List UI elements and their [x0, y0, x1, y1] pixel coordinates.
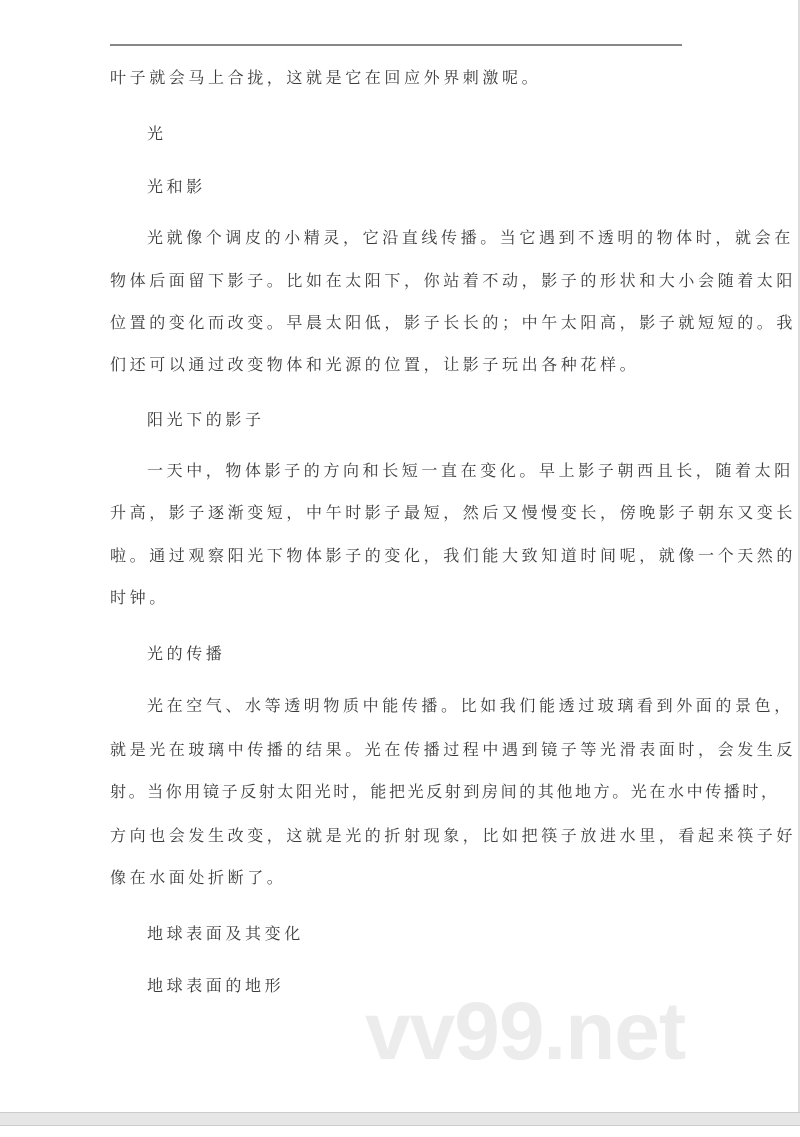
paragraph-line: 就是光在玻璃中传播的结果。光在传播过程中遇到镜子等光滑表面时，会发生反 [110, 740, 797, 759]
paragraph-line: 像在水面处折断了。 [110, 868, 287, 887]
paragraph-line: 啦。通过观察阳光下物体影子的变化，我们能大致知道时间呢，就像一个天然的 [110, 546, 797, 565]
paragraph-line: 时钟。 [110, 588, 169, 607]
watermark: vv99.net [365, 986, 686, 1077]
paragraph-line: 位置的变化而改变。早晨太阳低，影子长长的；中午太阳高，影子就短短的。我 [110, 313, 797, 332]
paragraph-line: 射。当你用镜子反射太阳光时，能把光反射到房间的其他地方。光在水中传播时， [110, 782, 780, 801]
paragraph-line: 物体后面留下影子。比如在太阳下，你站着不动，影子的形状和大小会随着太阳 [110, 271, 797, 290]
paragraph-line: 一天中，物体影子的方向和长短一直在变化。早上影子朝西且长，随着太阳 [147, 461, 794, 480]
paragraph-line: 光就像个调皮的小精灵，它沿直线传播。当它遇到不透明的物体时，就会在 [147, 228, 794, 247]
heading-earth-landforms: 地球表面的地形 [147, 976, 285, 995]
paragraph-line: 光在空气、水等透明物质中能传播。比如我们能透过玻璃看到外面的景色， [147, 696, 794, 715]
continuation-text: 叶子就会马上合拢，这就是它在回应外界刺激呢。 [110, 68, 542, 87]
paragraph-line: 们还可以通过改变物体和光源的位置，让影子玩出各种花样。 [110, 355, 640, 374]
paragraph-line: 升高，影子逐渐变短，中午时影子最短，然后又慢慢变长，傍晚影子朝东又变长 [110, 503, 797, 522]
page-separator [0, 1112, 800, 1126]
heading-light: 光 [147, 124, 167, 143]
header-rule [110, 44, 682, 46]
paragraph-line: 方向也会发生改变，这就是光的折射现象，比如把筷子放进水里，看起来筷子好 [110, 826, 797, 845]
heading-earth-surface: 地球表面及其变化 [147, 924, 304, 943]
heading-light-and-shadow: 光和影 [147, 177, 206, 196]
heading-light-propagation: 光的传播 [147, 644, 226, 663]
heading-shadow-under-sun: 阳光下的影子 [147, 410, 265, 429]
